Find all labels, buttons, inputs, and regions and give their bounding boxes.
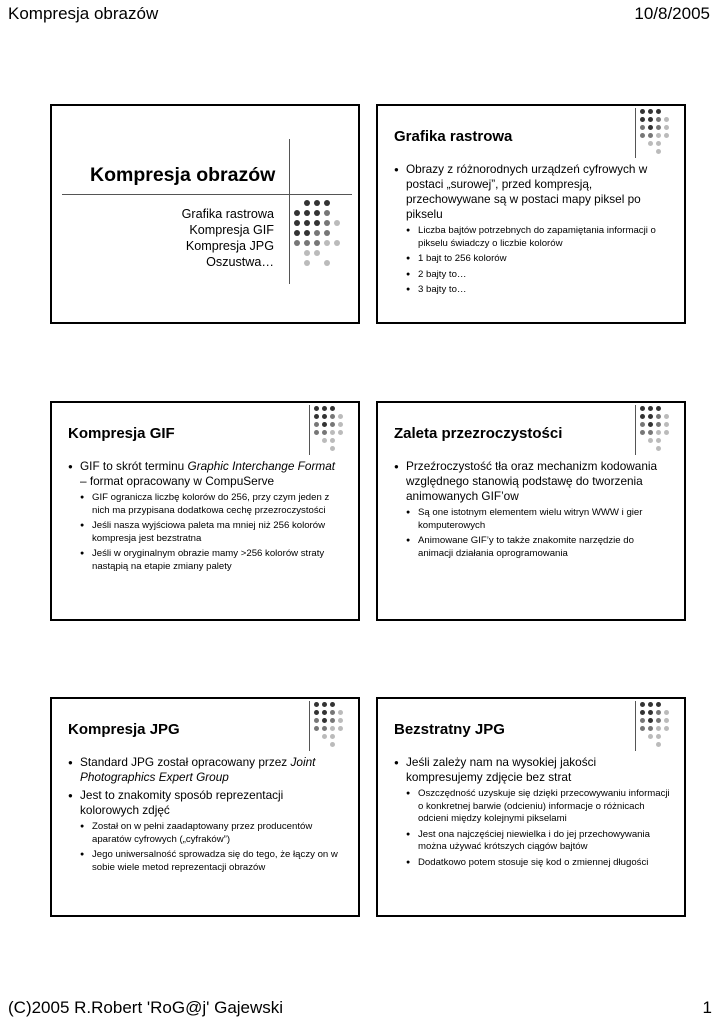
footer-author: (C)2005 R.Robert 'RoG@j' Gajewski bbox=[8, 998, 284, 1017]
subbullet-item: ● Oszczędność uzyskuje się dzięki przecowywaniu informacji o konkretnej barwie (odcieniu) informacje o różnicach odcieni między kolejnymi pikselami bbox=[406, 788, 670, 826]
subtitle-list bbox=[182, 206, 274, 270]
slide-title: Bezstratny JPG bbox=[394, 721, 505, 738]
slide-6 bbox=[376, 697, 686, 917]
decorative-dots-icon bbox=[294, 200, 340, 266]
divider-line bbox=[289, 139, 290, 284]
bullet-item: ● Jeśli zależy nam na wysokiej jakości kompresujemy zdjęcie bez strat bbox=[394, 755, 670, 785]
slide-title: Kompresja GIF bbox=[68, 425, 175, 442]
slide-title: Grafika rastrowa bbox=[394, 128, 513, 145]
page-header bbox=[0, 0, 724, 30]
subbullet-item: ● Jeśli nasza wyjściowa paleta ma mniej niż 256 kolorów kompresja jest bezstratna bbox=[80, 520, 344, 545]
subtitle-item: Oszustwa… bbox=[206, 255, 274, 269]
divider-line bbox=[309, 701, 310, 751]
divider-line bbox=[62, 194, 352, 195]
decorative-dots-icon bbox=[640, 702, 669, 747]
subbullet-item: ● Jest ona najczęściej niewielka i do jej przechowywania można używać krótszych ciągów bajtów bbox=[406, 829, 670, 854]
subbullet-item: ● Liczba bajtów potrzebnych do zapamiętania informacji o pikselu świadczy o liczbie kolorów bbox=[406, 225, 670, 250]
decorative-dots-icon bbox=[314, 406, 343, 451]
page-footer bbox=[0, 996, 724, 1024]
subbullet-item: ● 2 bajty to… bbox=[406, 269, 670, 282]
divider-line bbox=[635, 405, 636, 455]
subtitle-item: Kompresja JPG bbox=[185, 239, 274, 253]
bullet-item: ● Standard JPG został opracowany przez Joint Photographics Expert Group bbox=[68, 755, 344, 785]
slide-4 bbox=[376, 401, 686, 621]
decorative-dots-icon bbox=[314, 702, 343, 747]
subbullet-item: ● Są one istotnym elementem wielu witryn WWW i gier komputerowych bbox=[406, 507, 670, 532]
subbullet-item: ● Dodatkowo potem stosuje się kod o zmiennej długości bbox=[406, 857, 670, 870]
page-number: 1 bbox=[702, 998, 712, 1017]
divider-line bbox=[309, 405, 310, 455]
slide-3 bbox=[50, 401, 360, 621]
bullet-item: ● Obrazy z różnorodnych urządzeń cyfrowych w postaci „surowej”, przed kompresją, przechowywane są w postaci mapy piksel po pikselu bbox=[394, 162, 670, 222]
slide-content bbox=[394, 755, 670, 872]
divider-line bbox=[635, 108, 636, 158]
slide-content bbox=[68, 459, 344, 576]
bullet-item: ● Jest to znakomity sposób reprezentacji kolorowych zdjęć bbox=[68, 788, 344, 818]
decorative-dots-icon bbox=[640, 406, 669, 451]
subbullet-item: ● 1 bajt to 256 kolorów bbox=[406, 253, 670, 266]
subbullet-item: ● GIF ogranicza liczbę kolorów do 256, przy czym jeden z nich ma przypisana dodatkowa cechę przezroczystości bbox=[80, 492, 344, 517]
slide-5 bbox=[50, 697, 360, 917]
decorative-dots-icon bbox=[640, 109, 669, 154]
header-date: 10/8/2005 bbox=[634, 4, 710, 23]
subbullet-item: ● Animowane GIF’y to także znakomite narzędzie do animacji działania oprogramowania bbox=[406, 535, 670, 560]
slide-1 bbox=[50, 104, 360, 324]
slide-2 bbox=[376, 104, 686, 324]
subbullet-item: ● Jeśli w oryginalnym obrazie mamy >256 kolorów straty nastąpią na etapie zmiany palety bbox=[80, 548, 344, 573]
slide-title: Zaleta przezroczystości bbox=[394, 425, 563, 442]
bullet-item: ● GIF to skrót terminu Graphic Interchange Format – format opracowany w CompuServe bbox=[68, 459, 344, 489]
subtitle-item: Grafika rastrowa bbox=[181, 207, 274, 221]
subbullet-item: ● Jego uniwersalność sprowadza się do tego, że łączy on w sobie wiele metod reprezentacji obrazów bbox=[80, 849, 344, 874]
header-title: Kompresja obrazów bbox=[8, 4, 159, 23]
subbullet-item: ● 3 bajty to… bbox=[406, 284, 670, 297]
slide-title: Kompresja JPG bbox=[68, 721, 180, 738]
subbullet-item: ● Został on w pełni zaadaptowany przez producentów aparatów cyfrowych („cyfraków”) bbox=[80, 821, 344, 846]
slide-content bbox=[394, 459, 670, 563]
subtitle-item: Kompresja GIF bbox=[189, 223, 274, 237]
slide-content bbox=[394, 162, 670, 300]
slide-content bbox=[68, 755, 344, 877]
bullet-item: ● Przeźroczystość tła oraz mechanizm kodowania względnego stanowią podstawę do tworzenia animowanych GIF’ow bbox=[394, 459, 670, 504]
divider-line bbox=[635, 701, 636, 751]
slide-title: Kompresja obrazów bbox=[90, 164, 276, 186]
